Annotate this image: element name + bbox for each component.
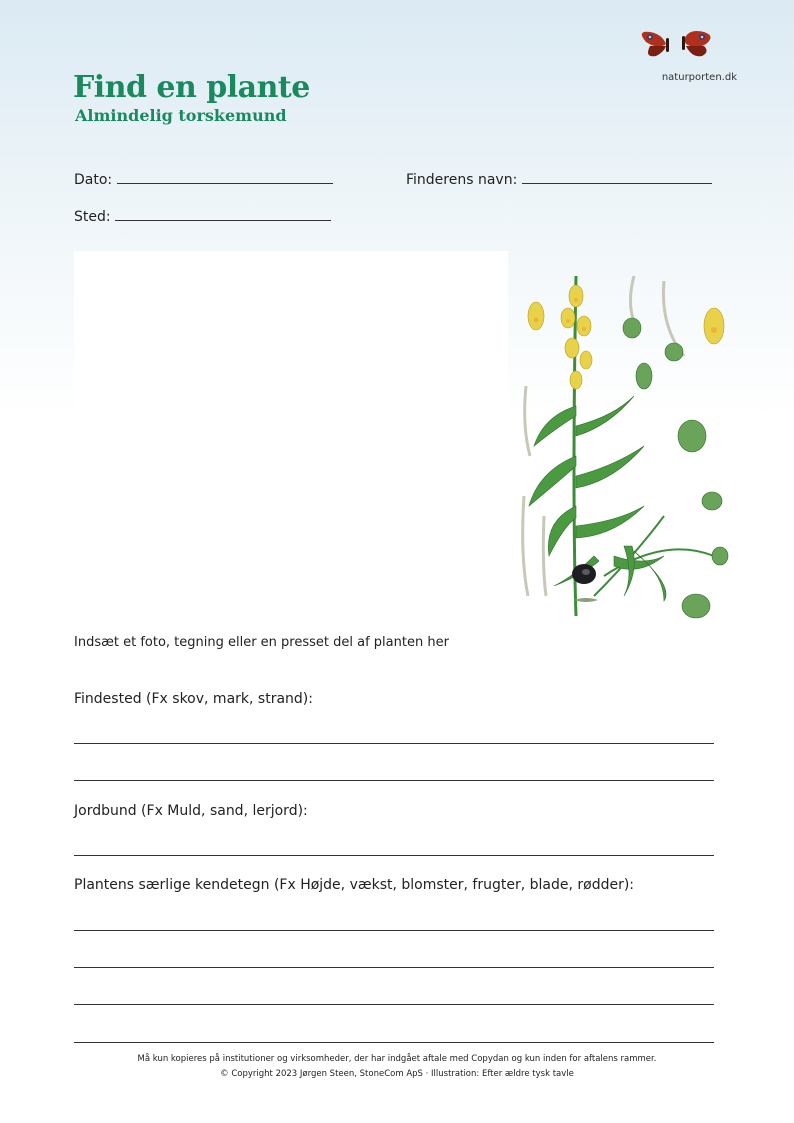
soil-question: Jordbund (Fx Muld, sand, lerjord):: [74, 803, 308, 819]
toadflax-illustration: [514, 256, 744, 626]
finder-blank-line[interactable]: [522, 169, 712, 184]
finder-label: Finderens navn:: [406, 172, 518, 188]
place-field: [74, 206, 331, 225]
features-answer-line-2[interactable]: [74, 967, 714, 968]
plant-name-subtitle: Almindelig torskemund: [75, 106, 287, 125]
butterfly-logo-icon: [636, 28, 716, 62]
copyright: © Copyright 2023 Jørgen Steen, StoneCom ApS · Illustration: Efter ældre tysk tavle: [220, 1069, 574, 1079]
location-question: Findested (Fx skov, mark, strand):: [74, 691, 313, 707]
place-blank-line[interactable]: [115, 206, 331, 221]
location-answer-line-2[interactable]: [74, 780, 714, 781]
date-label: Dato:: [74, 172, 113, 188]
finder-field: [406, 169, 712, 188]
photo-caption: Indsæt et foto, tegning eller en presset del af planten her: [74, 635, 449, 650]
features-answer-line-1[interactable]: [74, 930, 714, 931]
site-url: naturporten.dk: [661, 72, 737, 83]
features-answer-line-3[interactable]: [74, 1004, 714, 1005]
features-question: Plantens særlige kendetegn (Fx Højde, vækst, blomster, frugter, blade, rødder):: [74, 877, 635, 893]
soil-answer-line[interactable]: [74, 855, 714, 856]
copy-notice: Må kun kopieres på institutioner og virksomheder, der har indgået aftale med Copydan og kun inden for aftalens rammer.: [137, 1054, 657, 1064]
date-field: [74, 169, 333, 188]
date-blank-line[interactable]: [117, 169, 333, 184]
location-answer-line-1[interactable]: [74, 743, 714, 744]
page-title: Find en plante: [73, 70, 310, 105]
place-label: Sted:: [74, 209, 111, 225]
features-answer-line-4[interactable]: [74, 1042, 714, 1043]
photo-insert-area[interactable]: [74, 251, 508, 625]
